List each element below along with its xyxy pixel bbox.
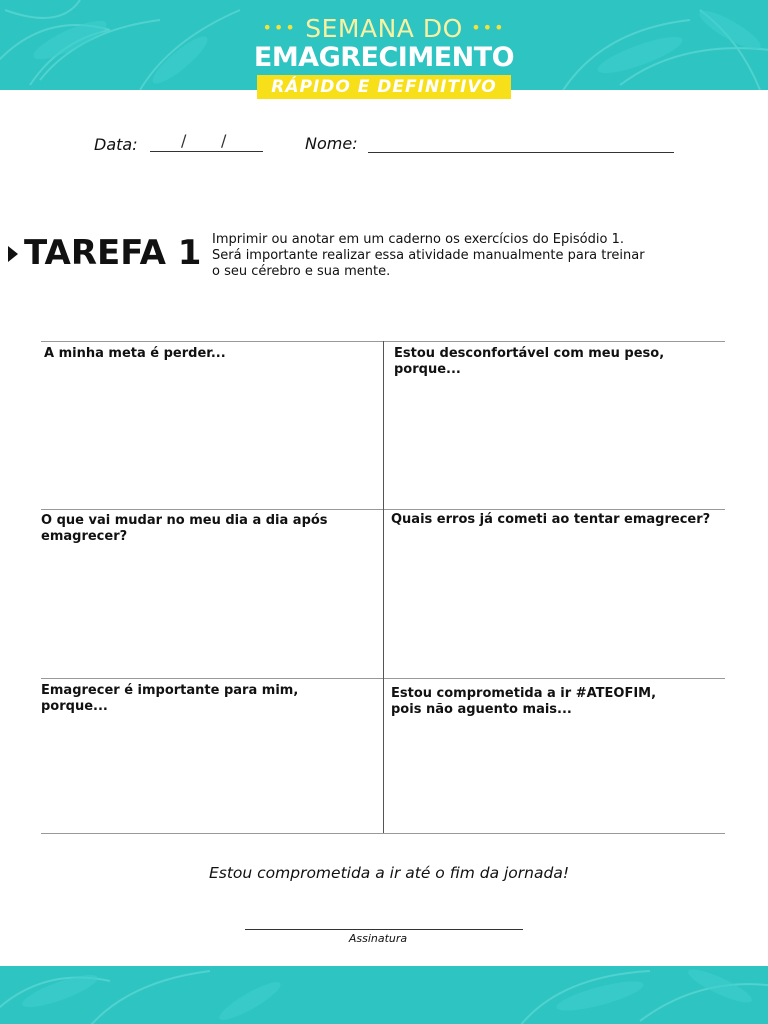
task-description-line: o seu cérebro e sua mente. bbox=[212, 264, 391, 279]
prompt-discomfort[interactable]: Estou desconfortável com meu peso, porque... bbox=[394, 346, 665, 377]
task-description-line: Será importante realizar essa atividade manualmente para treinar bbox=[212, 248, 645, 263]
leaf-pattern-bottom bbox=[0, 966, 768, 1024]
date-separator-2: / bbox=[221, 131, 227, 150]
task-title: TAREFA 1 bbox=[24, 233, 202, 273]
grid-divider-vertical bbox=[383, 341, 384, 833]
task-description bbox=[212, 232, 732, 280]
dots-left: ••• bbox=[262, 18, 297, 37]
title-line2: EMAGRECIMENTO bbox=[253, 42, 515, 73]
play-arrow-icon bbox=[8, 246, 18, 262]
prompt-goal[interactable]: A minha meta é perder... bbox=[44, 346, 226, 361]
name-label: Nome: bbox=[305, 134, 358, 153]
dots-right: ••• bbox=[471, 18, 506, 37]
commitment-statement: Estou comprometida a ir até o fim da jornada! bbox=[208, 864, 570, 882]
prompt-importance[interactable]: Emagrecer é importante para mim, porque... bbox=[41, 683, 299, 714]
date-label: Data: bbox=[94, 135, 138, 154]
task-description-line: Imprimir ou anotar em um caderno os exercícios do Episódio 1. bbox=[212, 232, 624, 247]
grid-divider bbox=[41, 833, 725, 834]
prompt-mistakes[interactable]: Quais erros já cometi ao tentar emagrecer? bbox=[391, 512, 711, 527]
signature-line[interactable] bbox=[245, 929, 523, 930]
title-line1: SEMANA DO bbox=[305, 14, 463, 43]
signature-label: Assinatura bbox=[348, 932, 408, 945]
date-separator-1: / bbox=[181, 131, 187, 150]
subtitle-badge: RÁPIDO E DEFINITIVO bbox=[257, 75, 511, 99]
date-field-line[interactable] bbox=[150, 151, 263, 152]
header-title bbox=[0, 14, 768, 99]
name-field-line[interactable] bbox=[368, 152, 674, 153]
footer-banner bbox=[0, 966, 768, 1024]
prompt-commitment[interactable]: Estou comprometida a ir #ATEOFIM, pois não aguento mais... bbox=[391, 686, 657, 717]
prompt-change[interactable]: O que vai mudar no meu dia a dia após emagrecer? bbox=[41, 513, 328, 544]
